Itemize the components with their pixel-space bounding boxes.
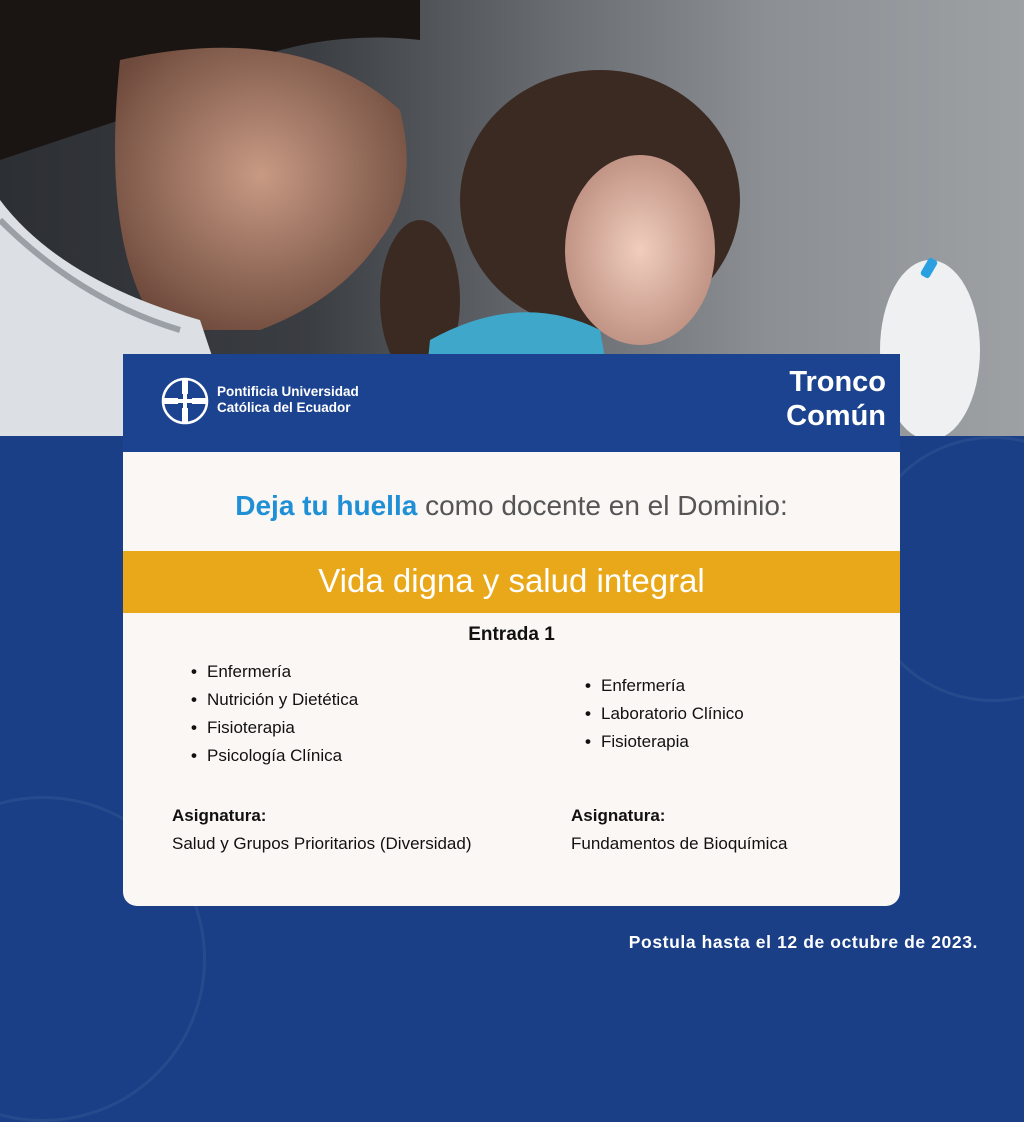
entrada-heading: Entrada 1 xyxy=(468,624,555,645)
university-name xyxy=(217,384,359,416)
left-asignatura-label: Asignatura: xyxy=(172,806,267,825)
content-card xyxy=(123,452,900,906)
list-item: • Nutrición y Dietética xyxy=(185,686,358,714)
headline xyxy=(123,490,900,522)
right-asignatura-value: Fundamentos de Bioquímica xyxy=(571,834,788,853)
right-career-list xyxy=(579,672,744,756)
list-item: • Enfermería xyxy=(185,658,358,686)
university-name-line2: Católica del Ecuador xyxy=(217,400,351,415)
left-career-list xyxy=(185,658,358,770)
university-cross-emblem-icon xyxy=(158,374,212,428)
corner-title xyxy=(786,365,886,433)
headline-highlight: Deja tu huella xyxy=(235,490,418,521)
list-item: • Fisioterapia xyxy=(185,714,358,742)
list-item: • Psicología Clínica xyxy=(185,742,358,770)
headline-rest: como docente en el Dominio: xyxy=(417,490,788,521)
list-item: • Enfermería xyxy=(579,672,744,700)
university-name-line1: Pontificia Universidad xyxy=(217,384,359,399)
corner-title-line1: Tronco xyxy=(789,366,886,398)
deadline-footer: Postula hasta el 12 de octubre de 2023. xyxy=(628,932,978,952)
domain-banner-text: Vida digna y salud integral xyxy=(318,562,705,599)
list-item: • Fisioterapia xyxy=(579,728,744,756)
left-asignatura-value: Salud y Grupos Prioritarios (Diversidad) xyxy=(172,834,472,853)
right-asignatura-label: Asignatura: xyxy=(571,806,666,825)
domain-banner xyxy=(123,551,900,613)
list-item: • Laboratorio Clínico xyxy=(579,700,744,728)
corner-title-line2: Común xyxy=(786,400,886,432)
